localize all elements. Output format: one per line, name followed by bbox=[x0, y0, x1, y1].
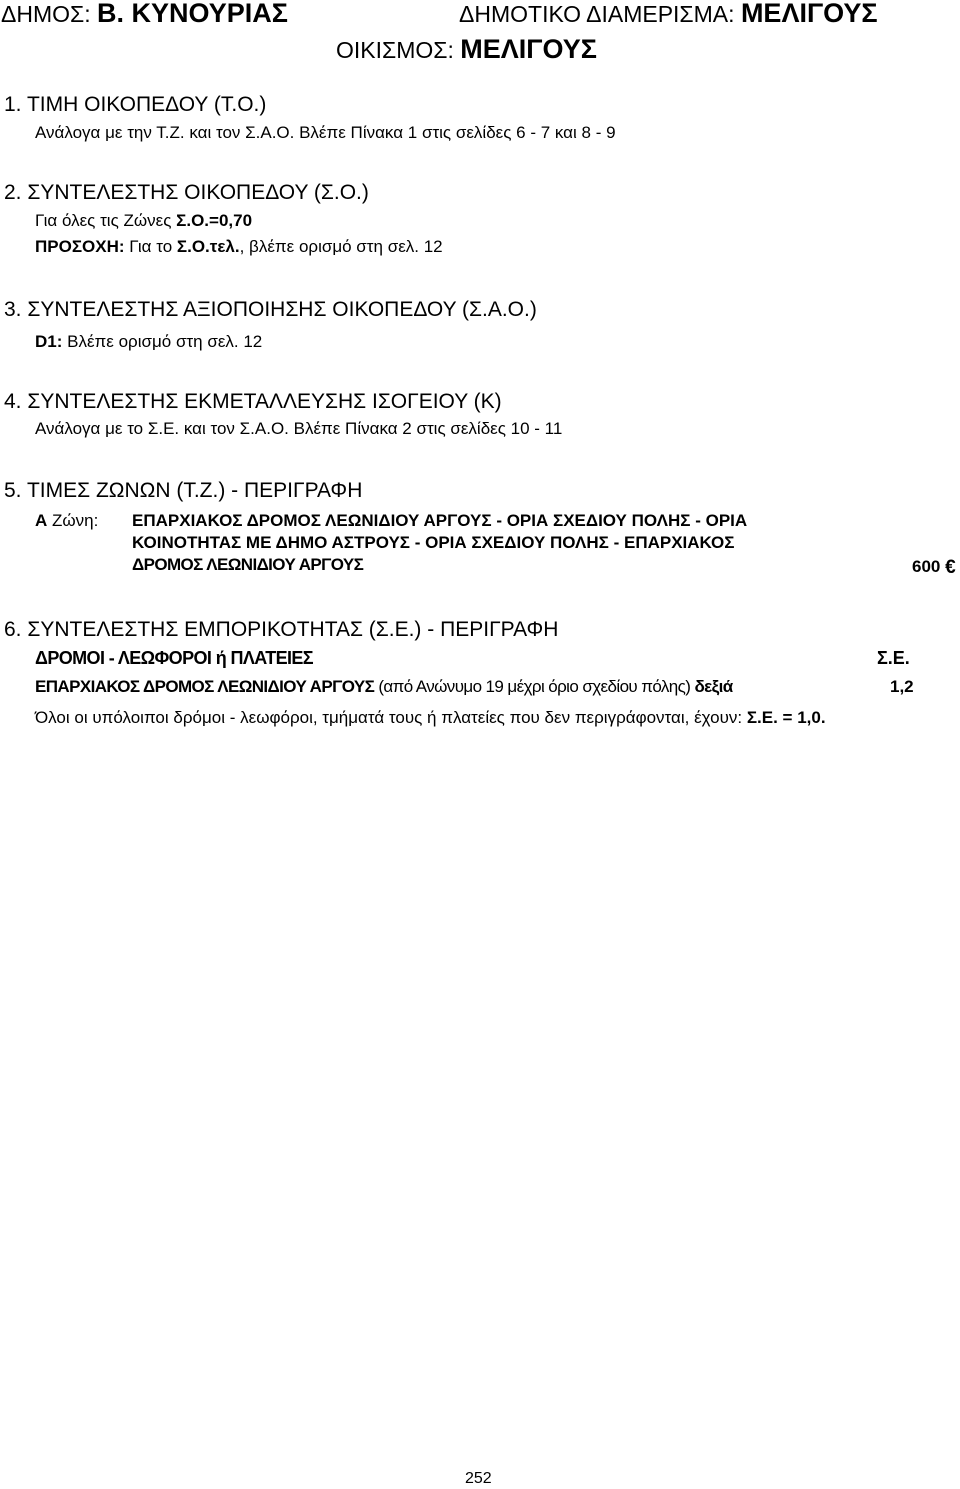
road-name: ΕΠΑΡΧΙΑΚΟΣ ΔΡΟΜΟΣ ΛΕΩΝΙΔΙΟΥ ΑΡΓΟΥΣ bbox=[35, 677, 375, 696]
section-4-title: 4. ΣΥΝΤΕΛΕΣΤΗΣ ΕΚΜΕΤΑΛΛΕΥΣΗΣ ΙΣΟΓΕΙΟΥ (Κ) bbox=[4, 390, 502, 413]
section-2-title: 2. ΣΥΝΤΕΛΕΣΤΗΣ ΟΙΚΟΠΕΔΟΥ (Σ.Ο.) bbox=[4, 181, 369, 204]
zone-description-line-3: ΔΡΟΜΟΣ ΛΕΩΝΙΔΙΟΥ ΑΡΓΟΥΣ bbox=[132, 555, 364, 574]
zone-letter: Α bbox=[35, 511, 48, 530]
section-2-line-1-prefix: Για όλες τις Ζώνες bbox=[35, 211, 177, 230]
zone-price bbox=[912, 555, 957, 578]
settlement-label: ΟΙΚΙΣΜΟΣ: bbox=[336, 37, 454, 63]
municipality-label: ΔΗΜΟΣ: bbox=[1, 1, 91, 27]
road-se-value: 1,2 bbox=[890, 677, 914, 696]
settlement-header bbox=[336, 35, 597, 64]
section-5-title: 5. ΤΙΜΕΣ ΖΩΝΩΝ (Τ.Ζ.) - ΠΕΡΙΓΡΑΦΗ bbox=[4, 479, 363, 502]
attention-label: ΠΡΟΣΟΧΗ: bbox=[35, 237, 125, 256]
default-se-text: Όλοι οι υπόλοιποι δρόμοι - λεωφόροι, τμήματά τους ή πλατείες που δεν περιγράφονται, έχουν: bbox=[35, 708, 747, 727]
table-header-se: Σ.Ε. bbox=[877, 648, 910, 668]
default-se-note bbox=[35, 707, 826, 729]
section-4-text: Ανάλογα με το Σ.Ε. και τον Σ.Α.Ο. Βλέπε Πίνακα 2 στις σελίδες 10 - 11 bbox=[35, 419, 563, 438]
table-header-roads: ΔΡΟΜΟΙ - ΛΕΩΦΟΡΟΙ ή ΠΛΑΤΕΙΕΣ bbox=[35, 648, 314, 668]
section-3-title: 3. ΣΥΝΤΕΛΕΣΤΗΣ ΑΞΙΟΠΟΙΗΣΗΣ ΟΙΚΟΠΕΔΟΥ (Σ.Α.Ο.) bbox=[4, 298, 537, 321]
district-header bbox=[459, 0, 878, 28]
euro-icon bbox=[945, 559, 957, 573]
section-6-title: 6. ΣΥΝΤΕΛΕΣΤΗΣ ΕΜΠΟΡΙΚΟΤΗΤΑΣ (Σ.Ε.) - ΠΕΡΙΓΡΑΦΗ bbox=[4, 618, 559, 641]
table-row bbox=[35, 676, 733, 698]
settlement-value: ΜΕΛΙΓΟΥΣ bbox=[460, 34, 597, 64]
district-label: ΔΗΜΟΤΙΚΟ ΔΙΑΜΕΡΙΣΜΑ: bbox=[459, 1, 735, 27]
district-value: ΜΕΛΙΓΟΥΣ bbox=[740, 0, 878, 28]
section-1-text: Ανάλογα με την Τ.Ζ. και τον Σ.Α.Ο. Βλέπε Πίνακα 1 στις σελίδες 6 - 7 και 8 - 9 bbox=[35, 123, 616, 142]
zone-word: Ζώνη: bbox=[47, 511, 99, 530]
zone-price-value: 600 bbox=[912, 557, 941, 576]
road-side: δεξιά bbox=[694, 677, 733, 696]
section-2-line-1 bbox=[35, 210, 252, 232]
section-3-line-1 bbox=[35, 331, 262, 353]
page-number: 252 bbox=[465, 1470, 492, 1487]
default-se-value: Σ.Ε. = 1,0. bbox=[746, 708, 826, 727]
section-2-line-2-mid: Για το bbox=[124, 237, 177, 256]
section-3-line-1-text: Βλέπε ορισμό στη σελ. 12 bbox=[62, 332, 263, 351]
municipality-header bbox=[1, 0, 288, 28]
d1-label: D1: bbox=[35, 332, 63, 351]
zone-description-line-1: ΕΠΑΡΧΙΑΚΟΣ ΔΡΟΜΟΣ ΛΕΩΝΙΔΙΟΥ ΑΡΓΟΥΣ - ΟΡΙΑ ΣΧΕΔΙΟΥ ΠΟΛΗΣ - ΟΡΙΑ bbox=[132, 511, 748, 530]
section-2-line-2 bbox=[35, 236, 443, 258]
so-final-label: Σ.Ο.τελ. bbox=[176, 237, 240, 256]
section-2-line-2-suffix: , βλέπε ορισμό στη σελ. 12 bbox=[239, 237, 443, 256]
so-value: Σ.Ο.=0,70 bbox=[176, 211, 253, 230]
zone-label bbox=[35, 509, 98, 532]
municipality-value: Β. ΚΥΝΟΥΡΙΑΣ bbox=[97, 0, 289, 28]
zone-description-line-2: ΚΟΙΝΟΤΗΤΑΣ ΜΕ ΔΗΜΟ ΑΣΤΡΟΥΣ - ΟΡΙΑ ΣΧΕΔΙΟΥ ΠΟΛΗΣ - ΕΠΑΡΧΙΑΚΟΣ bbox=[132, 533, 735, 552]
section-1-title: 1. ΤΙΜΗ ΟΙΚΟΠΕΔΟΥ (Τ.Ο.) bbox=[4, 93, 267, 116]
road-segment: (από Ανώνυμο 19 μέχρι όριο σχεδίου πόλης) bbox=[374, 677, 695, 696]
